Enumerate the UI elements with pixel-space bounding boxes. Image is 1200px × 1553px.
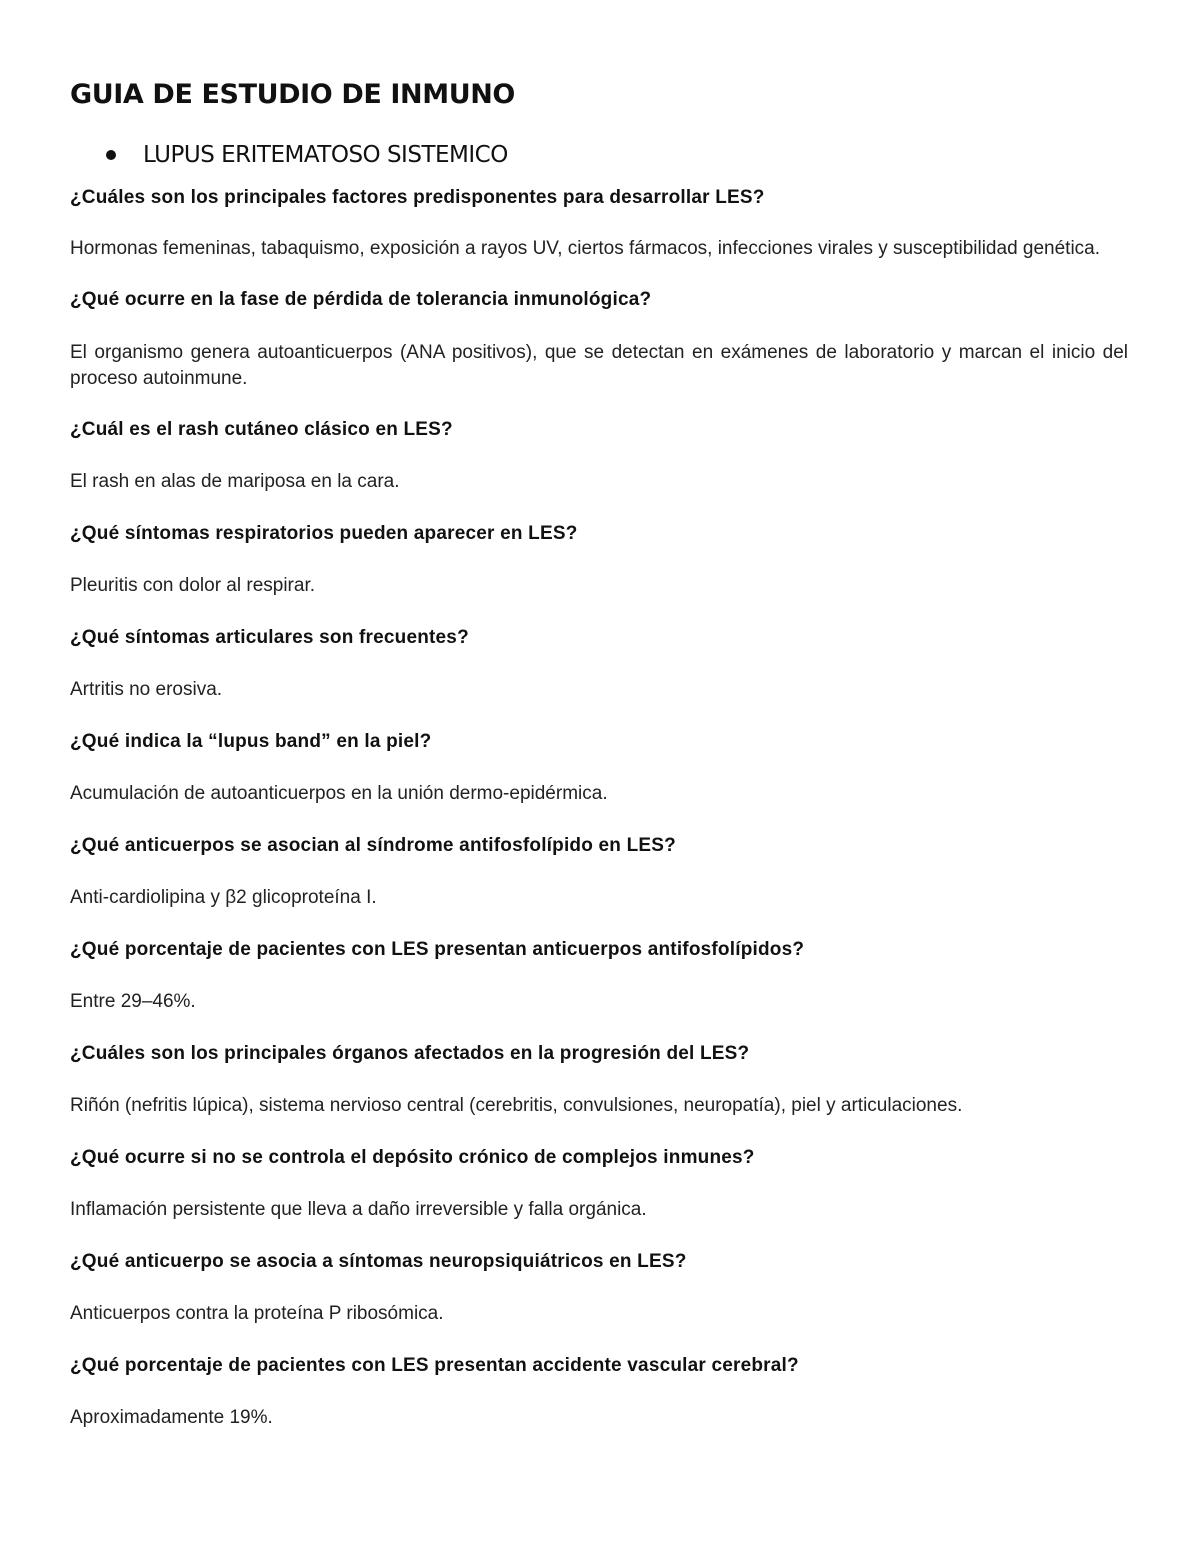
answer: Inflamación persistente que lleva a daño irreversible y falla orgánica.	[70, 1199, 647, 1220]
document-title: GUIA DE ESTUDIO DE INMUNO	[70, 79, 515, 110]
qa-item	[70, 729, 1128, 807]
section-heading	[106, 138, 1128, 172]
answer: Aproximadamente 19%.	[70, 1407, 273, 1428]
answer: Artritis no erosiva.	[70, 679, 223, 700]
qa-item	[70, 1353, 1128, 1431]
qa-item	[70, 1249, 1128, 1327]
answer: Anti-cardiolipina y β2 glicoproteína I.	[70, 887, 377, 908]
qa-item	[70, 1041, 1128, 1119]
question: ¿Qué ocurre en la fase de pérdida de tolerancia inmunológica?	[70, 289, 652, 310]
question: ¿Qué anticuerpos se asocian al síndrome antifosfolípido en LES?	[70, 835, 676, 856]
question: ¿Qué porcentaje de pacientes con LES presentan anticuerpos antifosfolípidos?	[70, 939, 805, 960]
question: ¿Qué síntomas articulares son frecuentes?	[70, 627, 469, 648]
qa-item	[70, 185, 1128, 262]
answer: Riñón (nefritis lúpica), sistema nervioso central (cerebritis, convulsiones, neuropatía), piel y articulaciones.	[70, 1095, 963, 1116]
answer: Hormonas femeninas, tabaquismo, exposición a rayos UV, ciertos fármacos, infecciones virales y susceptibilidad genética.	[70, 238, 1101, 259]
answer: Acumulación de autoanticuerpos en la unión dermo-epidérmica.	[70, 783, 608, 804]
question: ¿Cuáles son los principales órganos afectados en la progresión del LES?	[70, 1043, 750, 1064]
answer: Pleuritis con dolor al respirar.	[70, 575, 315, 596]
question: ¿Qué indica la “lupus band” en la piel?	[70, 731, 432, 752]
qa-item	[70, 521, 1128, 599]
document-body	[70, 76, 1128, 1431]
question: ¿Qué porcentaje de pacientes con LES presentan accidente vascular cerebral?	[70, 1355, 799, 1376]
answer: Entre 29–46%.	[70, 991, 196, 1012]
qa-item	[70, 287, 1128, 392]
answer: Anticuerpos contra la proteína P ribosómica.	[70, 1303, 444, 1324]
qa-item	[70, 937, 1128, 1015]
question: ¿Cuáles son los principales factores predisponentes para desarrollar LES?	[70, 187, 765, 208]
question: ¿Qué ocurre si no se controla el depósito crónico de complejos inmunes?	[70, 1147, 755, 1168]
qa-item	[70, 625, 1128, 703]
qa-item	[70, 417, 1128, 495]
bullet-icon	[106, 150, 116, 160]
qa-item	[70, 1145, 1128, 1223]
question: ¿Qué síntomas respiratorios pueden aparecer en LES?	[70, 523, 578, 544]
answer: El rash en alas de mariposa en la cara.	[70, 471, 400, 492]
question: ¿Qué anticuerpo se asocia a síntomas neuropsiquiátricos en LES?	[70, 1251, 687, 1272]
qa-item	[70, 833, 1128, 911]
section-title: LUPUS ERITEMATOSO SISTEMICO	[143, 142, 508, 168]
question: ¿Cuál es el rash cutáneo clásico en LES?	[70, 419, 453, 440]
answer: El organismo genera autoanticuerpos (ANA positivos), que se detectan en exámenes de laboratorio y marcan el inicio del proceso autoinmune.	[70, 342, 1128, 389]
